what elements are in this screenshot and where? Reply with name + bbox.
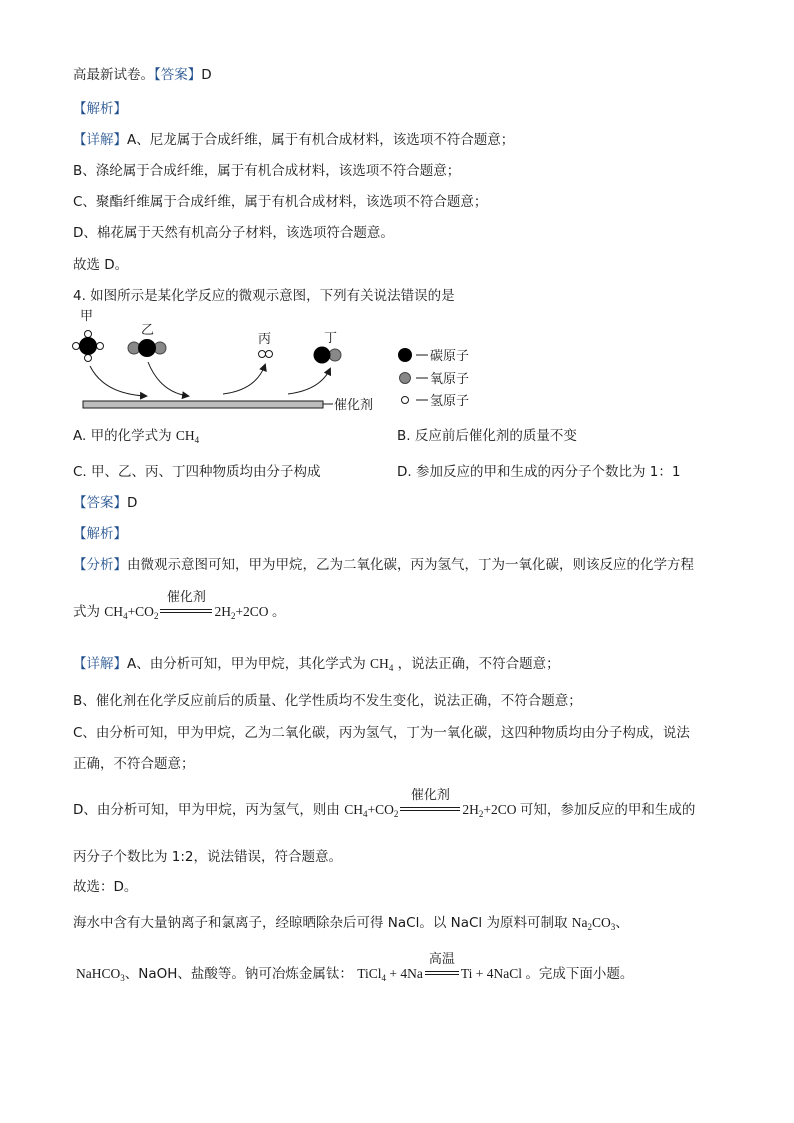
option-a xyxy=(73,427,199,449)
eq-sub2: 2 xyxy=(393,809,399,819)
reaction-condition xyxy=(160,590,212,619)
q4-analysis-heading: 【解析】 xyxy=(73,526,127,542)
label-yi: 乙 xyxy=(141,323,155,338)
eq-ch: CH xyxy=(344,802,363,817)
label-ding: 丁 xyxy=(324,331,338,346)
label-catalyst: 催化剂 xyxy=(334,398,374,413)
xiangjie-a-formula xyxy=(370,656,393,671)
eq-2h: 2H xyxy=(462,802,479,817)
detail-line-a xyxy=(73,131,514,149)
molecule-methane xyxy=(73,331,104,362)
passage-line1-end: 、 xyxy=(615,915,629,931)
eq-h-sub: 2 xyxy=(230,611,236,621)
answer-tag: 【答案】 xyxy=(154,67,202,83)
legend-carbon: 碳原子 xyxy=(430,349,470,364)
fenxi-prefix: 式为 xyxy=(73,604,100,620)
ticl-sub: 4 xyxy=(381,973,386,983)
eq-2co: +2CO xyxy=(483,802,517,817)
condition-catalyst: 催化剂 xyxy=(166,590,206,605)
xiangjie-tag: 【详解】 xyxy=(73,656,127,672)
passage-line1-text: 海水中含有大量钠离子和氯离子，经晾晒除杂后可得 NaCl。以 NaCl 为原料可制取 xyxy=(73,915,568,931)
reaction-condition-2 xyxy=(400,788,460,817)
prev-answer-line xyxy=(73,66,212,84)
catalyst-bar xyxy=(83,401,323,408)
prev-answer-text: 高最新试卷。 xyxy=(73,67,154,83)
q4-conclusion: 故选：D。 xyxy=(73,879,138,895)
fenxi-line-2 xyxy=(73,590,286,625)
option-d: D. 参加反应的甲和生成的丙分子个数比为 1：1 xyxy=(397,464,681,480)
xiangjie-d-prefix: D、由分析可知，甲为甲烷，丙为氢气，则由 xyxy=(73,802,340,818)
detail-tag: 【详解】 xyxy=(73,132,127,148)
xiangjie-line-d1 xyxy=(73,788,696,823)
q4-answer-line xyxy=(73,494,137,512)
xiangjie-a-prefix: A、由分析可知，甲为甲烷，其化学式为 xyxy=(127,656,366,672)
xiangjie-line-d2: 丙分子个数比为 1:2，说法错误，符合题意。 xyxy=(73,849,343,865)
eq-plus-co: +CO xyxy=(127,604,154,619)
eq-sub4: 4 xyxy=(362,809,368,819)
ticl-text: TiCl xyxy=(357,966,382,981)
eq-sub2: 2 xyxy=(153,611,159,621)
legend xyxy=(398,348,469,409)
titanium-equation xyxy=(357,952,525,983)
condition-high-temp: 高温 xyxy=(428,952,455,967)
molecule-carbon-monoxide xyxy=(314,347,342,364)
formula-nahco3 xyxy=(76,966,125,981)
reaction-equation-2 xyxy=(344,788,520,819)
legend-oxygen: 氧原子 xyxy=(430,372,470,387)
reaction-diagram xyxy=(68,306,498,414)
arrow-catalyst-to-bing xyxy=(223,365,265,394)
detail-line-b: B、涤纶属于合成纤维，属于有机合成材料，该选项不符合题意； xyxy=(73,163,461,179)
reaction-condition-heat xyxy=(425,952,459,981)
detail-line-d: D、棉花属于天然有机高分子材料，该选项符合题意。 xyxy=(73,225,394,241)
arrow-catalyst-to-ding xyxy=(288,369,330,394)
question-stem: 4. 如图所示是某化学反应的微观示意图，下列有关说法错误的是 xyxy=(73,288,455,304)
label-jia: 甲 xyxy=(80,309,94,324)
arrow-jia-to-catalyst xyxy=(90,366,146,396)
detail-a-text: A、尼龙属于合成纤维，属于有机合成材料，该选项不符合题意； xyxy=(127,132,515,148)
xiangjie-line-a xyxy=(73,655,560,677)
eq-sub4: 4 xyxy=(123,611,128,621)
xiangjie-a-suffix: ，说法正确，不符合题意； xyxy=(397,656,560,672)
xiangjie-line-c1: C、由分析可知，甲为甲烷，乙为二氧化碳，丙为氢气，丁为一氧化碳，这四种物质均由分子构成，说法 xyxy=(73,725,690,741)
condition-catalyst: 催化剂 xyxy=(410,788,450,803)
molecule-hydrogen xyxy=(259,351,273,358)
eq-ch: CH xyxy=(104,604,124,619)
plus-4na: + 4Na xyxy=(389,966,423,981)
option-a-text: A. 甲的化学式为 xyxy=(73,428,172,444)
xiangjie-line-c2: 正确，不符合题意； xyxy=(73,756,195,772)
molecule-carbon-dioxide xyxy=(128,339,166,357)
arrow-yi-to-catalyst xyxy=(148,362,188,396)
formula-ch: CH xyxy=(175,428,195,443)
nahco3-text: NaHCO xyxy=(76,966,121,981)
passage-line2-mid: 、NaOH、盐酸等。钠可冶炼金属钛： xyxy=(124,966,353,982)
answer-value: D xyxy=(127,495,138,511)
formula-na2co3 xyxy=(572,915,616,930)
passage-line2-end: 。完成下面小题。 xyxy=(525,966,634,982)
conclusion-line: 故选 D。 xyxy=(73,257,129,273)
fenxi-tag: 【分析】 xyxy=(73,557,127,573)
detail-line-c: C、聚酯纤维属于合成纤维，属于有机合成材料，该选项不符合题意； xyxy=(73,194,488,210)
formula-sub: 4 xyxy=(388,663,394,673)
xiangjie-line-b: B、催化剂在化学反应前后的质量、化学性质均不发生变化，说法正确，不符合题意； xyxy=(73,693,582,709)
formula-ch: CH xyxy=(370,656,389,671)
answer-tag: 【答案】 xyxy=(73,495,127,511)
analysis-heading: 【解析】 xyxy=(73,101,127,117)
eq-2co: +2CO xyxy=(235,604,269,619)
option-b: B. 反应前后催化剂的质量不变 xyxy=(397,428,577,444)
nahco3-sub: 3 xyxy=(120,973,125,983)
option-c: C. 甲、乙、丙、丁四种物质均由分子构成 xyxy=(73,464,321,480)
na2co3-sub2: 2 xyxy=(587,922,593,932)
fenxi-line-1 xyxy=(73,556,694,574)
xiangjie-d-suffix: 可知，参加反应的甲和生成的 xyxy=(519,802,696,818)
na2co3-sub3: 3 xyxy=(610,922,616,932)
label-bing: 丙 xyxy=(258,332,272,347)
passage-line-2 xyxy=(76,952,634,987)
legend-hydrogen: 氢原子 xyxy=(430,394,470,409)
formula-sub: 4 xyxy=(194,435,200,445)
option-a-formula xyxy=(176,428,199,443)
na2co3-na: Na xyxy=(571,915,588,930)
fenxi-suffix: 。 xyxy=(271,604,286,620)
eq-plus-co: +CO xyxy=(367,802,394,817)
answer-value: D xyxy=(201,67,212,83)
eq-h-sub: 2 xyxy=(478,809,484,819)
products-text: Ti + 4NaCl xyxy=(460,966,522,981)
eq-2h: 2H xyxy=(214,604,231,619)
fenxi-text: 由微观示意图可知，甲为甲烷，乙为二氧化碳，丙为氢气，丁为一氧化碳，则该反应的化学方程 xyxy=(127,557,694,573)
reaction-equation xyxy=(104,590,272,621)
passage-line-1 xyxy=(73,914,629,936)
na2co3-co: CO xyxy=(592,915,611,930)
